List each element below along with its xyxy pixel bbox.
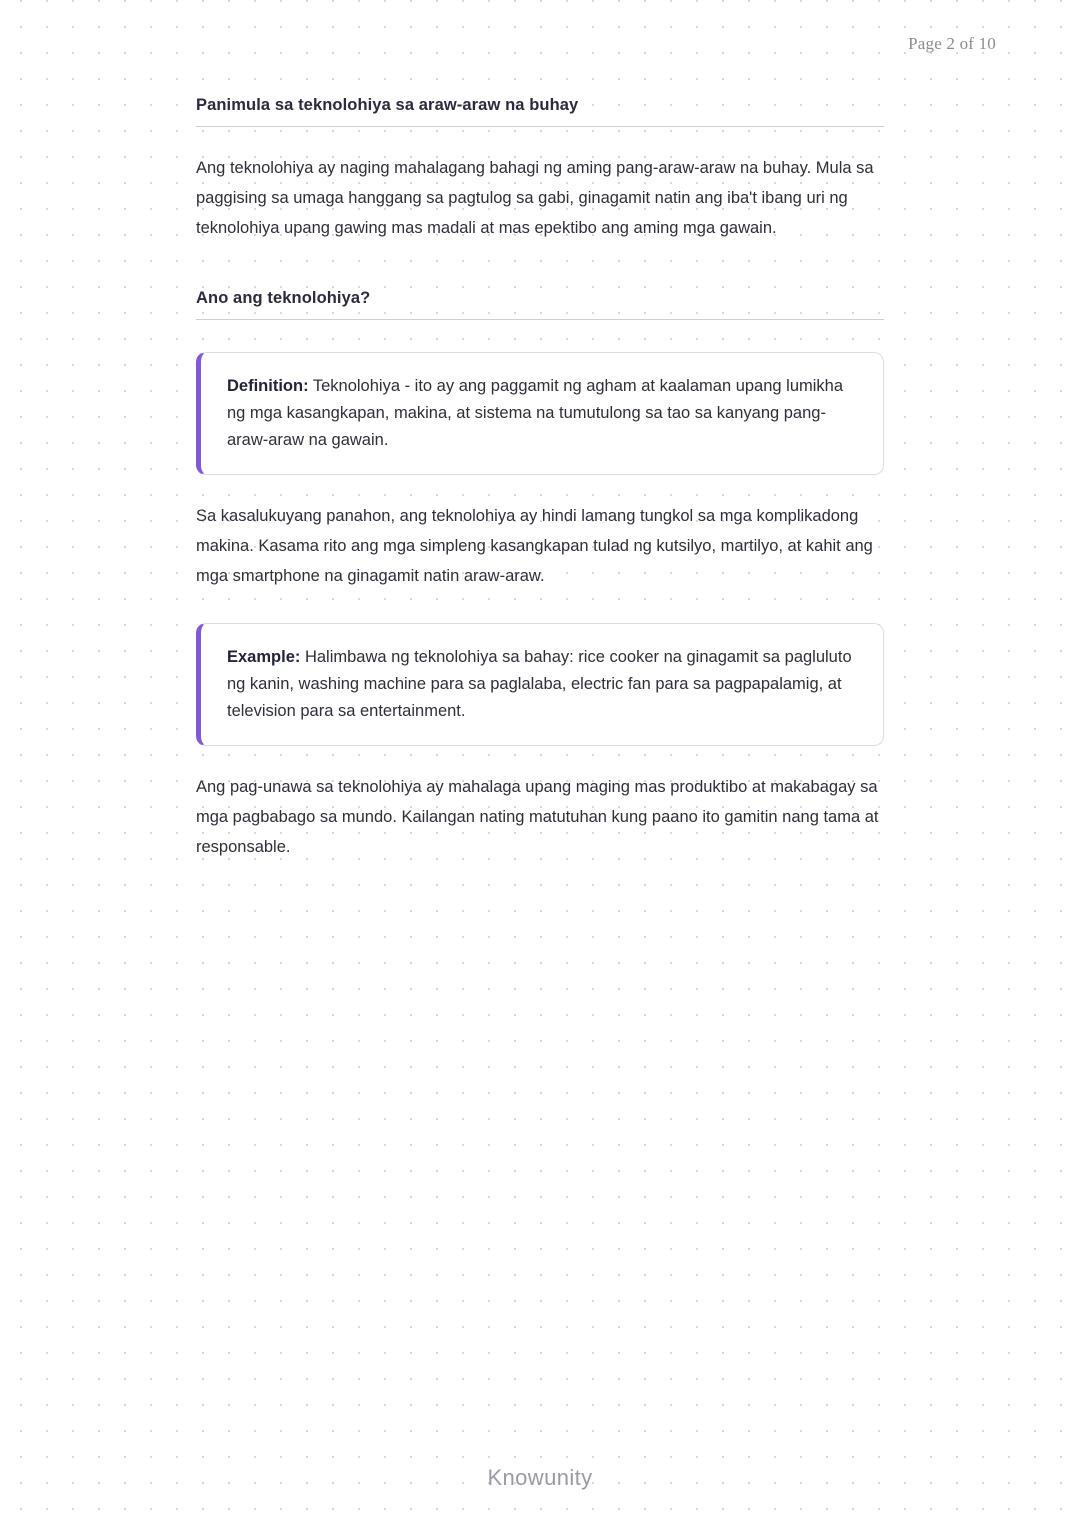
definition-callout [196, 352, 884, 475]
section-heading-definition: Ano ang teknolohiya? [196, 289, 884, 320]
page-indicator: Page 2 of 10 [908, 34, 996, 53]
paragraph-closing: Ang pag-unawa sa teknolohiya ay mahalaga upang maging mas produktibo at makabagay sa mga pagbabago sa mundo. Kailangan nating matutuhan kung paano ito gamitin nang tama at responsable. [196, 778, 879, 856]
definition-label: Definition: [227, 377, 309, 395]
paragraph-definition-followup: Sa kasalukuyang panahon, ang teknolohiya ay hindi lamang tungkol sa mga komplikadong makina. Kasama rito ang mga simpleng kasangkapan tulad ng kutsilyo, martilyo, at kahit ang mga smartphone na ginagamit natin araw-araw. [196, 507, 873, 585]
paragraph-intro: Ang teknolohiya ay naging mahalagang bahagi ng aming pang-araw-araw na buhay. Mula sa paggising sa umaga hanggang sa pagtulog sa gabi, ginagamit natin ang iba't ibang uri ng teknolohiya upang gawing mas madali at mas epektibo ang aming mga gawain. [196, 159, 874, 237]
definition-text: Teknolohiya - ito ay ang paggamit ng agham at kaalaman upang lumikha ng mga kasangkapan, makina, at sistema na tumutulong sa tao sa kanyang pang-araw-araw na gawain. [227, 377, 844, 449]
watermark-brand: Knowunity [487, 1465, 593, 1490]
example-label: Example: [227, 648, 301, 666]
example-text: Halimbawa ng teknolohiya sa bahay: rice cooker na ginagamit sa pagluluto ng kanin, washing machine para sa paglalaba, electric fan para sa pagpapalamig, at television para sa entertainment. [227, 648, 852, 720]
document-body [196, 96, 884, 862]
section-heading-intro: Panimula sa teknolohiya sa araw-araw na buhay [196, 96, 884, 127]
example-callout [196, 623, 884, 746]
